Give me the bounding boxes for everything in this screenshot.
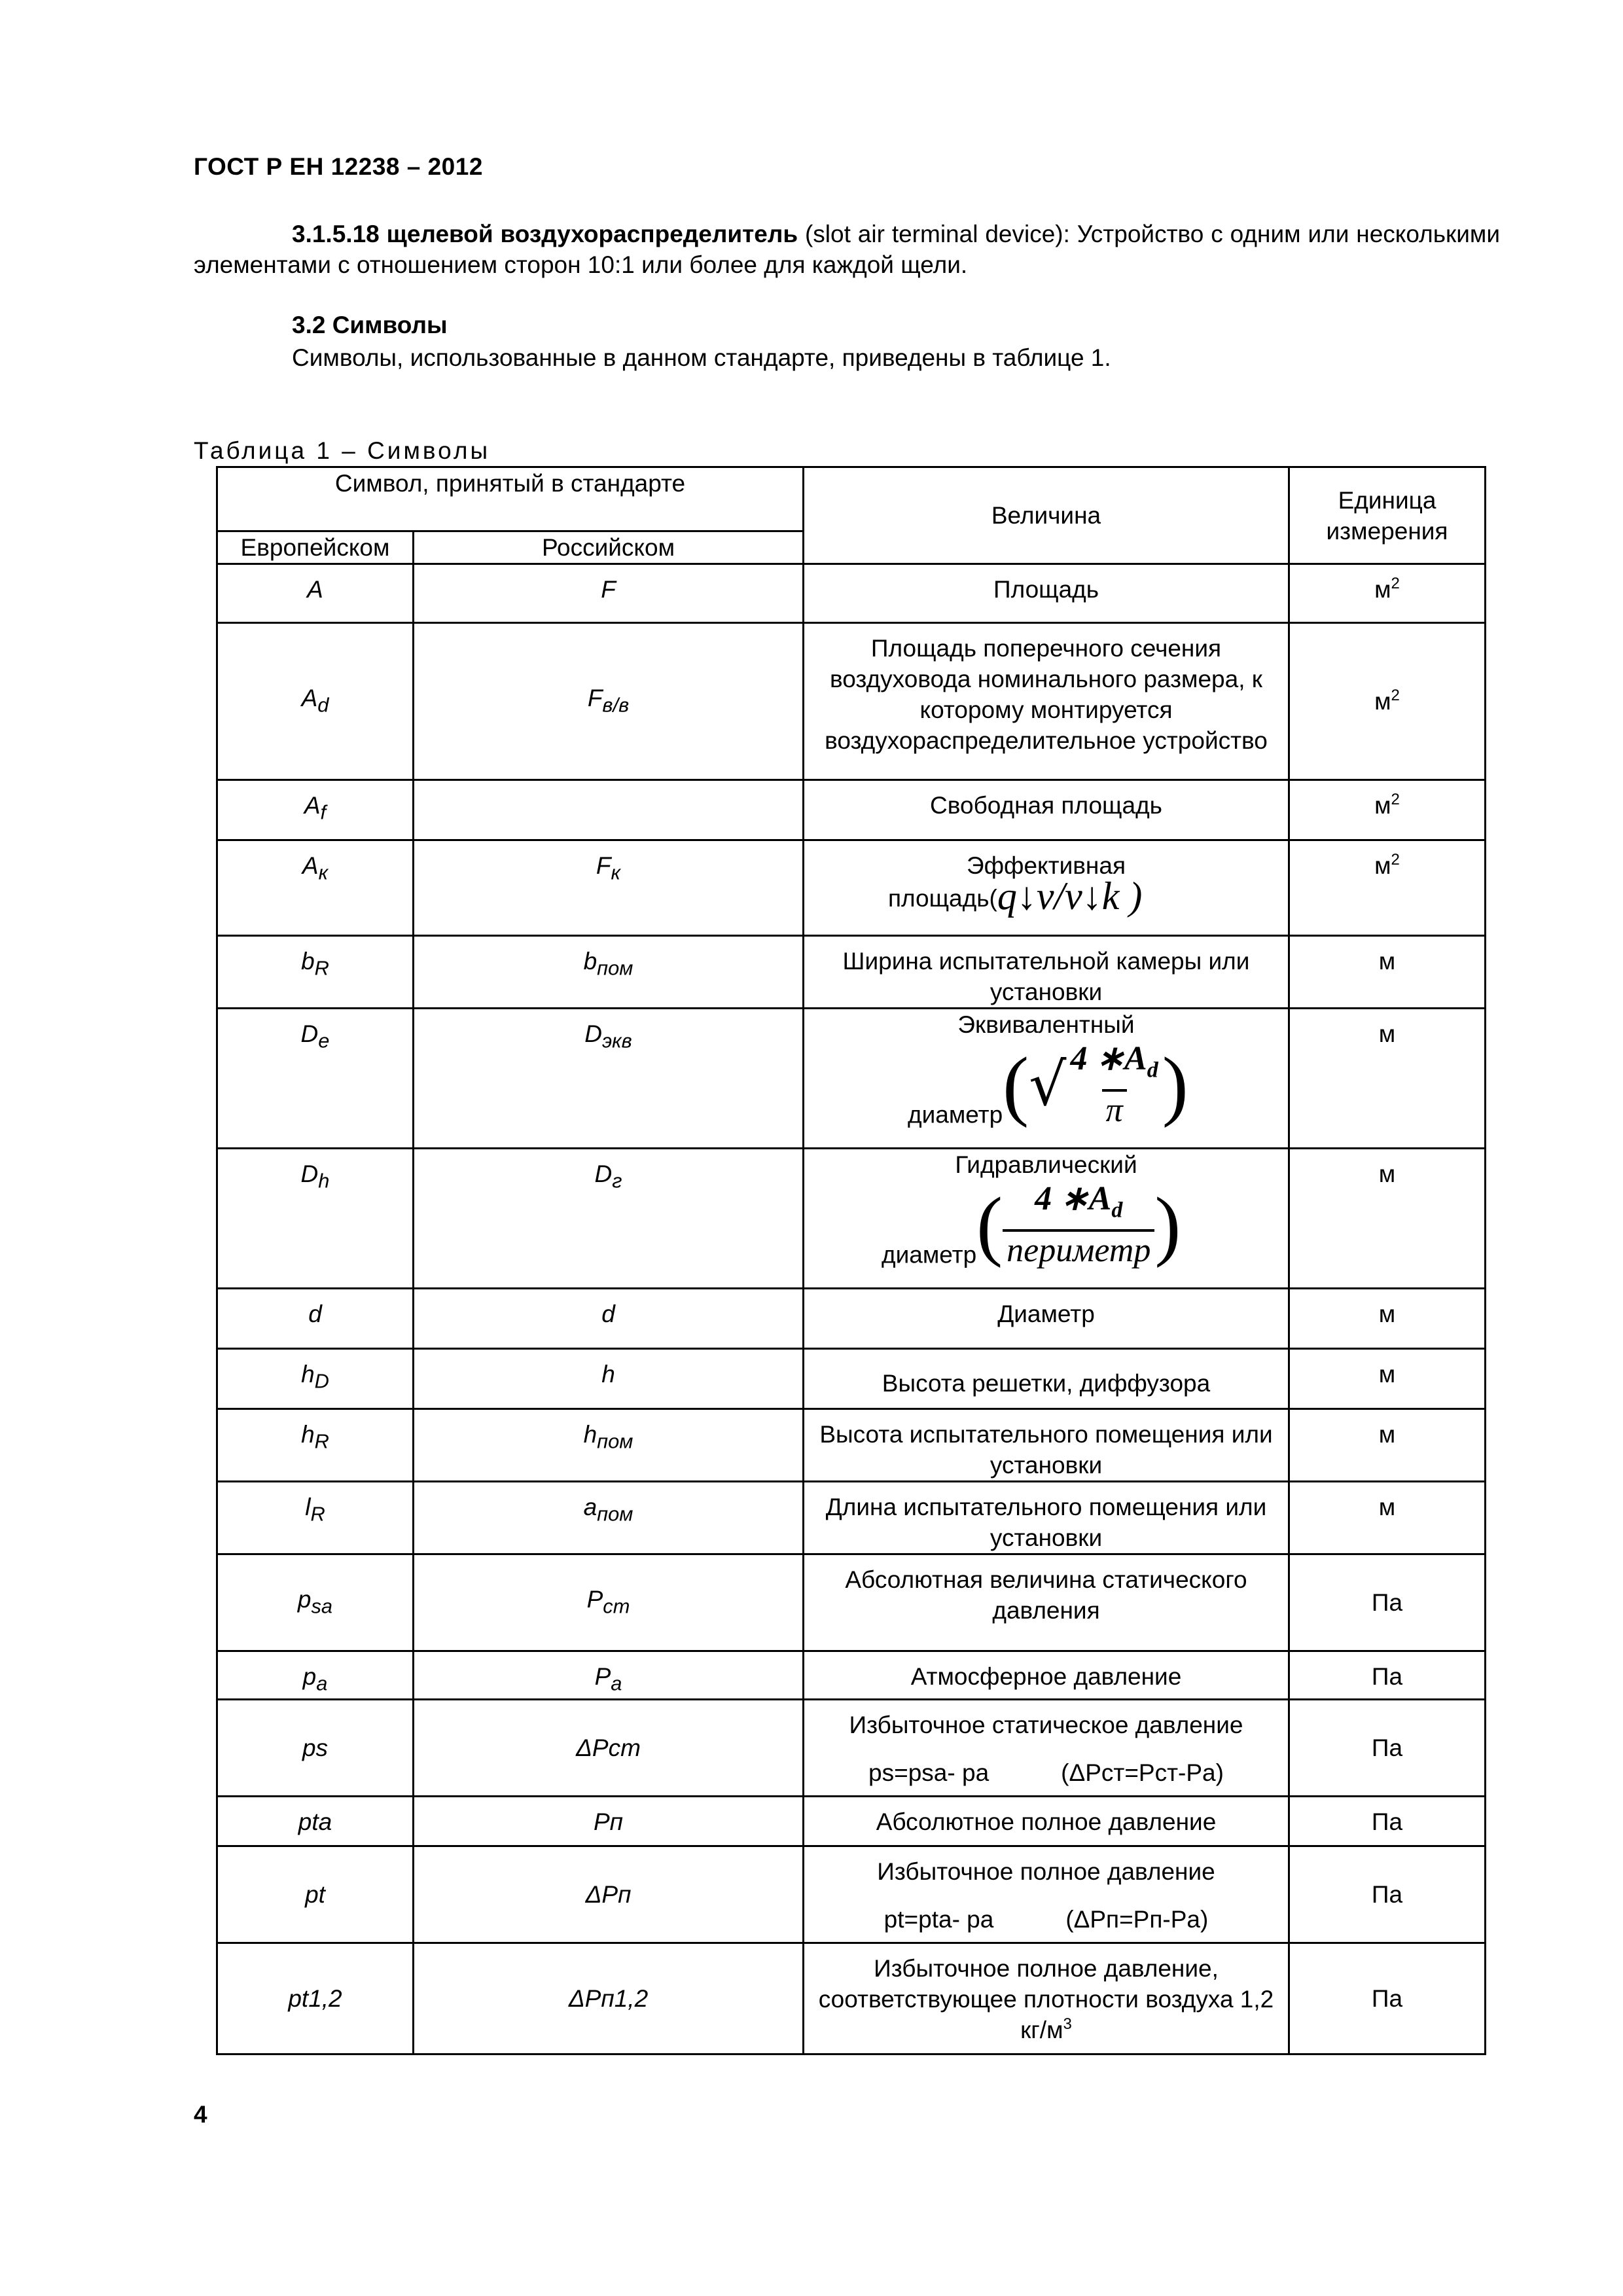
cell-european-symbol: A xyxy=(302,852,319,879)
cell-european-symbol: D xyxy=(300,1160,319,1187)
unit-text: м xyxy=(1378,1300,1396,1327)
quantity-text: Атмосферное давление xyxy=(910,1663,1182,1690)
table-row xyxy=(217,1289,1486,1349)
cell-european-subscript: sa xyxy=(311,1594,333,1618)
cell-quantity xyxy=(804,1554,1289,1651)
cell-russian-symbol: D xyxy=(584,1020,602,1047)
cell-unit xyxy=(1289,1651,1486,1700)
quantity-title: Эффективная xyxy=(967,852,1126,879)
sqrt-icon: √ xyxy=(1029,1050,1067,1120)
cell-russian-subscript: пом xyxy=(597,956,633,980)
fraction-numerator xyxy=(1031,1180,1126,1229)
cell-russian xyxy=(414,1797,804,1846)
unit-text: м xyxy=(1378,1160,1396,1187)
cell-russian xyxy=(414,1482,804,1554)
cell-european-subscript: f xyxy=(320,800,327,824)
cell-russian xyxy=(414,936,804,1009)
cell-unit xyxy=(1289,1943,1486,2054)
quantity-text: Площадь xyxy=(993,576,1099,603)
cell-quantity xyxy=(804,1409,1289,1482)
cell-european xyxy=(217,1797,414,1846)
fraction-denominator: периметр xyxy=(1003,1229,1154,1270)
numerator-subscript: d xyxy=(1147,1058,1158,1083)
section-text: Символы, использованные в данном стандарте, приведены в таблице 1. xyxy=(292,344,1111,371)
cell-russian-subscript: г xyxy=(612,1169,622,1193)
cell-russian-symbol: F xyxy=(587,684,603,711)
cell-russian-symbol: d xyxy=(601,1300,615,1327)
cell-unit xyxy=(1289,1700,1486,1797)
cell-european-symbol: D xyxy=(300,1020,319,1047)
cell-european-symbol: ps xyxy=(302,1734,329,1762)
cell-quantity xyxy=(804,1482,1289,1554)
cell-european xyxy=(217,1009,414,1149)
cell-russian-symbol: ΔPп xyxy=(585,1881,632,1909)
cell-russian-symbol: b xyxy=(583,948,597,975)
cell-unit xyxy=(1289,840,1486,936)
cell-european xyxy=(217,1149,414,1289)
cell-european xyxy=(217,1482,414,1554)
cell-unit xyxy=(1289,1349,1486,1409)
unit-text: Па xyxy=(1371,1589,1403,1616)
quantity-title: Избыточное статическое давление xyxy=(849,1712,1243,1739)
cell-unit xyxy=(1289,623,1486,780)
cell-unit xyxy=(1289,1289,1486,1349)
cell-russian-symbol: h xyxy=(583,1421,597,1448)
table-row xyxy=(217,1700,1486,1797)
definition-text: (slot air terminal device): Устройство с одним или несколькими элементами с отношением сторон 10:1 или более для каждой щели. xyxy=(194,221,1500,278)
quantity-formula-line xyxy=(810,874,1283,918)
flow-formula: q↓v/v↓k ) xyxy=(997,874,1143,918)
unit-text: Па xyxy=(1371,1663,1403,1690)
unit-text: м xyxy=(1374,852,1391,879)
header-unit: Единица измерения xyxy=(1289,467,1486,564)
quantity-label: диаметр xyxy=(908,1101,1003,1128)
cell-european-subscript: R xyxy=(314,1429,329,1453)
cell-unit xyxy=(1289,780,1486,840)
cell-unit xyxy=(1289,564,1486,623)
cell-quantity xyxy=(804,623,1289,780)
table-row xyxy=(217,1651,1486,1700)
quantity-formula-line xyxy=(810,1040,1283,1130)
header-european: Европейском xyxy=(217,531,414,564)
quantity-text: Высота решетки, диффузора xyxy=(882,1370,1211,1397)
cell-european-symbol: pta xyxy=(298,1808,332,1836)
unit-text: Па xyxy=(1371,1734,1403,1762)
table-row xyxy=(217,1482,1486,1554)
cell-european-subscript: a xyxy=(316,1672,328,1695)
cell-russian xyxy=(414,1289,804,1349)
table-row xyxy=(217,1797,1486,1846)
unit-text: м xyxy=(1378,1494,1396,1520)
fraction-formula xyxy=(976,1180,1181,1270)
cell-russian xyxy=(414,1009,804,1149)
quantity-label: диаметр xyxy=(882,1241,977,1268)
cell-russian xyxy=(414,1554,804,1651)
table-row xyxy=(217,936,1486,1009)
unit-text: Па xyxy=(1371,1808,1403,1836)
quantity-equations xyxy=(810,1904,1283,1935)
equation-absolute: pt=pta- pa xyxy=(883,1906,994,1933)
cell-quantity xyxy=(804,1289,1289,1349)
fraction xyxy=(1003,1180,1154,1270)
cell-russian-symbol: Pп xyxy=(593,1808,624,1836)
cell-european xyxy=(217,840,414,936)
cell-european xyxy=(217,1349,414,1409)
equation-russian: (ΔPп=Pп-Pa) xyxy=(1065,1906,1209,1933)
cell-russian-subscript: пом xyxy=(597,1502,633,1526)
quantity-label: площадь( xyxy=(888,885,997,912)
cell-quantity xyxy=(804,1943,1289,2054)
table-row xyxy=(217,1349,1486,1409)
fraction xyxy=(1066,1040,1162,1130)
table-row xyxy=(217,1009,1486,1149)
cell-russian-subscript: пом xyxy=(597,1429,633,1453)
cell-european-subscript: d xyxy=(317,693,329,717)
cell-quantity xyxy=(804,1797,1289,1846)
cell-russian xyxy=(414,1700,804,1797)
equation-absolute: ps=psa- pa xyxy=(868,1759,990,1787)
cell-european xyxy=(217,936,414,1009)
unit-text: м xyxy=(1378,1020,1396,1047)
unit-text: Па xyxy=(1371,1881,1403,1909)
unit-text: Па xyxy=(1371,1985,1403,2013)
cell-russian-symbol: a xyxy=(583,1494,597,1520)
quantity-text: Избыточное полное давление, соответствующее плотности воздуха 1,2 кг/м xyxy=(818,1955,1274,2044)
cell-russian xyxy=(414,780,804,840)
quantity-text: Свободная площадь xyxy=(930,792,1162,819)
cell-unit xyxy=(1289,1149,1486,1289)
cell-european xyxy=(217,623,414,780)
unit-superscript: 2 xyxy=(1391,687,1400,704)
cell-unit xyxy=(1289,1797,1486,1846)
cell-european-subscript: к xyxy=(318,861,329,884)
cell-quantity xyxy=(804,1846,1289,1943)
table-row xyxy=(217,1846,1486,1943)
quantity-title: Гидравлический xyxy=(955,1151,1137,1178)
cell-european-symbol: l xyxy=(305,1494,311,1520)
cell-european-subscript: R xyxy=(314,956,329,980)
table-row xyxy=(217,1409,1486,1482)
cell-russian-symbol: D xyxy=(594,1160,613,1187)
cell-russian-subscript: в/в xyxy=(602,693,630,717)
cell-russian xyxy=(414,1943,804,2054)
quantity-title: Избыточное полное давление xyxy=(877,1858,1215,1886)
unit-text: м xyxy=(1374,792,1391,819)
cell-russian xyxy=(414,840,804,936)
table-caption: Таблица 1 – Символы xyxy=(194,437,491,464)
cell-european-subscript: R xyxy=(310,1502,325,1526)
cell-russian-subscript: а xyxy=(611,1672,622,1695)
cell-quantity xyxy=(804,564,1289,623)
cell-european xyxy=(217,1651,414,1700)
definition-paragraph xyxy=(194,219,1500,280)
cell-russian xyxy=(414,623,804,780)
unit-superscript: 2 xyxy=(1391,791,1400,808)
cell-unit xyxy=(1289,1846,1486,1943)
table-row xyxy=(217,1554,1486,1651)
quantity-text: Ширина испытательной камеры или установки xyxy=(842,948,1250,1005)
quantity-text: Диаметр xyxy=(997,1300,1095,1327)
cell-russian-symbol: ΔPcm xyxy=(576,1734,641,1762)
cell-russian-subscript: к xyxy=(611,861,621,884)
cell-russian xyxy=(414,1409,804,1482)
cell-european xyxy=(217,1289,414,1349)
cell-european-symbol: p xyxy=(297,1585,312,1613)
unit-superscript: 2 xyxy=(1391,575,1400,592)
cell-european xyxy=(217,1846,414,1943)
fraction-numerator xyxy=(1066,1040,1162,1089)
quantity-title: Эквивалентный xyxy=(957,1011,1135,1038)
numerator-text: 4 ∗A xyxy=(1070,1040,1147,1077)
cell-european-symbol: p xyxy=(302,1663,317,1690)
cell-quantity xyxy=(804,1700,1289,1797)
cell-unit xyxy=(1289,936,1486,1009)
cell-russian xyxy=(414,1149,804,1289)
cell-russian-symbol: ΔPп1,2 xyxy=(568,1985,649,2013)
unit-text: м xyxy=(1374,688,1391,715)
cell-quantity xyxy=(804,840,1289,936)
cell-russian xyxy=(414,1651,804,1700)
cell-european-symbol: h xyxy=(301,1361,315,1388)
cell-european-symbol: h xyxy=(301,1421,315,1448)
cell-european-symbol: pt xyxy=(305,1881,325,1909)
cell-european xyxy=(217,1943,414,2054)
left-paren-icon: ( xyxy=(976,1181,1003,1268)
cell-unit xyxy=(1289,1554,1486,1651)
cell-european-subscript: e xyxy=(318,1029,330,1052)
page-number: 4 xyxy=(194,2101,207,2128)
table-row xyxy=(217,1149,1486,1289)
cell-european xyxy=(217,1554,414,1651)
cell-european xyxy=(217,1700,414,1797)
cell-russian-symbol: h xyxy=(601,1361,615,1388)
unit-text: м xyxy=(1374,576,1391,603)
right-paren-icon: ) xyxy=(1162,1041,1188,1128)
table-row xyxy=(217,564,1486,623)
cell-european-symbol: b xyxy=(301,948,315,975)
table-row xyxy=(217,780,1486,840)
quantity-text: Абсолютное полное давление xyxy=(876,1808,1217,1836)
cell-european-symbol: A xyxy=(304,792,321,819)
unit-text: м xyxy=(1378,1361,1396,1388)
unit-superscript: 2 xyxy=(1391,851,1400,869)
cell-european xyxy=(217,1409,414,1482)
cell-unit xyxy=(1289,1482,1486,1554)
cell-unit xyxy=(1289,1409,1486,1482)
cell-unit xyxy=(1289,1009,1486,1149)
cell-quantity xyxy=(804,936,1289,1009)
fraction-denominator: π xyxy=(1102,1089,1127,1130)
cell-european-subscript: D xyxy=(314,1369,329,1393)
cell-european-symbol: A xyxy=(307,576,323,603)
header-quantity: Величина xyxy=(804,467,1289,564)
numerator-subscript: d xyxy=(1111,1198,1123,1223)
header-symbol-group: Символ, принятый в стандарте xyxy=(217,467,804,531)
right-paren-icon: ) xyxy=(1154,1181,1181,1268)
cell-quantity xyxy=(804,1651,1289,1700)
cell-russian-symbol: P xyxy=(594,1663,611,1690)
quantity-text: Длина испытательного помещения или установки xyxy=(825,1494,1267,1551)
quantity-equations xyxy=(810,1757,1283,1788)
quantity-formula-line xyxy=(810,1180,1283,1270)
table-row xyxy=(217,623,1486,780)
cell-russian xyxy=(414,1349,804,1409)
table-row xyxy=(217,840,1486,936)
unit-text: м xyxy=(1378,948,1396,975)
cell-european-symbol: d xyxy=(308,1300,322,1327)
symbols-table xyxy=(216,466,1486,2055)
cell-quantity xyxy=(804,780,1289,840)
document-header: ГОСТ Р ЕН 12238 – 2012 xyxy=(194,153,483,180)
cell-russian-subscript: ст xyxy=(603,1594,630,1618)
quantity-text: Высота испытательного помещения или установки xyxy=(819,1421,1273,1479)
cell-quantity xyxy=(804,1149,1289,1289)
left-paren-icon: ( xyxy=(1003,1041,1029,1128)
cell-european-symbol: A xyxy=(301,684,318,711)
cell-quantity xyxy=(804,1009,1289,1149)
cell-european-subscript: h xyxy=(318,1169,330,1193)
header-russian: Российском xyxy=(414,531,804,564)
fraction-formula xyxy=(1003,1040,1188,1130)
table-row xyxy=(217,1943,1486,2054)
definition-term: щелевой воздухораспределитель xyxy=(386,221,798,247)
cell-russian-subscript: экв xyxy=(601,1029,632,1052)
cell-quantity xyxy=(804,1349,1289,1409)
definition-number: 3.1.5.18 xyxy=(292,221,380,247)
cell-russian-symbol: F xyxy=(596,852,611,879)
quantity-text: Абсолютная величина статического давления xyxy=(845,1566,1247,1624)
cell-european xyxy=(217,780,414,840)
cell-russian-symbol: P xyxy=(586,1585,603,1613)
quantity-superscript: 3 xyxy=(1063,2015,1072,2034)
equation-russian: (ΔPст=Pст-Pa) xyxy=(1061,1759,1224,1787)
cell-russian-symbol: F xyxy=(601,576,616,603)
unit-text: м xyxy=(1378,1421,1396,1448)
cell-european-symbol: pt1,2 xyxy=(288,1985,342,2013)
numerator-text: 4 ∗A xyxy=(1035,1180,1112,1217)
cell-russian xyxy=(414,1846,804,1943)
section-title: 3.2 Символы xyxy=(292,312,448,338)
cell-russian xyxy=(414,564,804,623)
quantity-text: Площадь поперечного сечения воздуховода номинального размера, к которому монтируется воздухораспределительное устройство xyxy=(825,635,1268,754)
cell-european xyxy=(217,564,414,623)
